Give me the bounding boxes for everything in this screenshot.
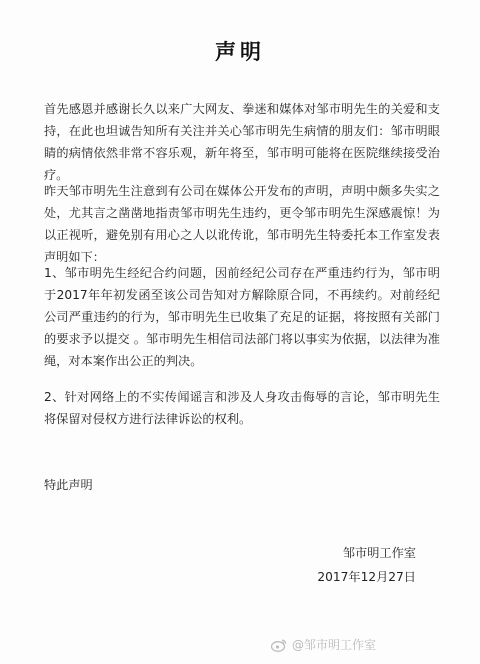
signature-name: 邹市明工作室 bbox=[342, 546, 416, 560]
statement-title: 声明 bbox=[215, 40, 265, 64]
paragraph-point-2: 2、针对网络上的不实传闻谣言和涉及人身攻击侮辱的言论，邹市明先生将保留对侵权方进行法律诉讼的权利。 bbox=[44, 390, 440, 426]
watermark-text: @邹市明工作室 bbox=[291, 638, 376, 652]
paragraph-closing: 特此声明 bbox=[44, 478, 93, 492]
paragraph-point-1: 1、邹市明先生经纪合约问题，因前经纪公司存在严重违约行为，邹市明于2017年年初发函至该公司告知对方解除原合同，不再续约。对前经纪公司严重违约的行为，邹市明先生已收集了充足的证据，将按照有关部门的要求予以提交 。邹市明先生相信司法部门将以事实为依据，以法律为准绳，对本案作出公正的判决。 bbox=[44, 266, 440, 368]
paragraph-background: 昨天邹市明先生注意到有公司在媒体公开发布的声明，声明中颇多失实之处，尤其言之凿凿地指责邹市明先生违约，更令邹市明先生深感震惊！为以正视听，避免别有用心之人以讹传讹，邹市明先生特委托本工作室发表声明如下： bbox=[44, 184, 440, 264]
signature-date: 2017年12月27日 bbox=[317, 570, 416, 584]
weibo-icon bbox=[271, 638, 287, 652]
paragraph-gratitude: 首先感恩并感谢长久以来广大网友、拳迷和媒体对邹市明先生的关爱和支持，在此也坦诚告知所有关注并关心邹市明先生病情的朋友们：邹市明眼睛的病情依然非常不容乐观，新年将至，邹市明可能将在医院继续接受治疗。 bbox=[44, 102, 440, 182]
weibo-watermark bbox=[271, 636, 376, 653]
